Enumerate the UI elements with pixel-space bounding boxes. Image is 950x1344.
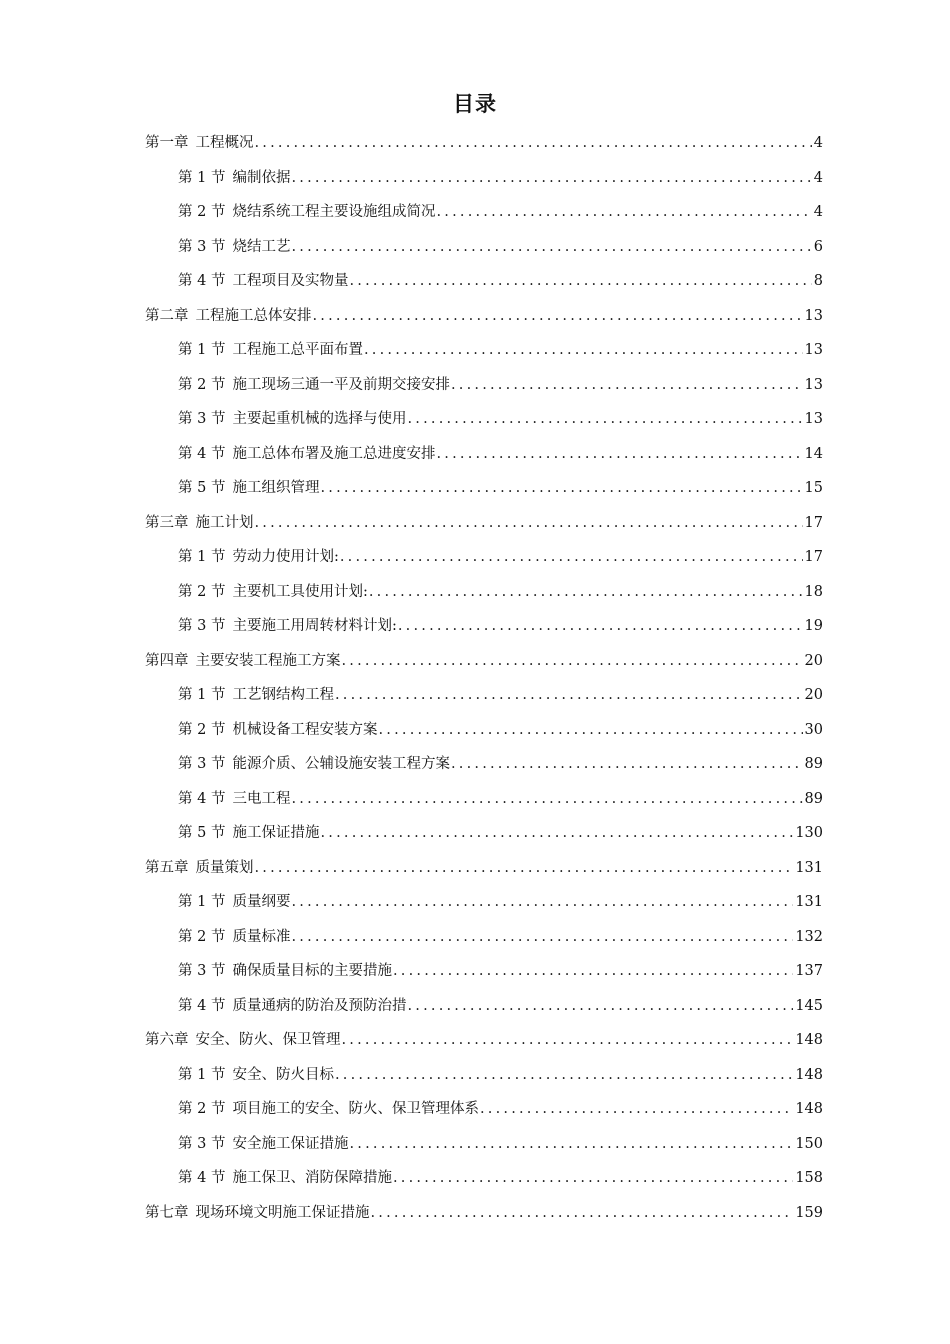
toc-entry-number: 第 3 节 [178,963,226,979]
toc-dot-leader [378,713,802,748]
toc-entry-page-number: 18 [804,583,823,600]
toc-entry-page-number: 19 [804,618,823,634]
toc-entry-text: 质量纲要 [232,894,291,910]
toc-entry-page-number: 148 [795,1066,823,1083]
toc-entry-number: 第 4 节 [178,997,226,1014]
toc-entry-page-number: 148 [795,1032,823,1048]
toc-entry-label [178,782,290,817]
toc-entry-label [178,575,368,610]
toc-entry-number: 第 2 节 [178,721,226,738]
toc-dot-leader [369,575,803,610]
toc-entry-page-number: 130 [795,825,823,841]
toc-entry-text: 主要起重机械的选择与使用 [232,411,407,427]
toc-section-entry[interactable] [145,1161,823,1196]
toc-chapter-entry[interactable] [145,644,823,679]
toc-entry-number: 第三章 [145,514,189,531]
toc-entry-label [178,1161,392,1196]
toc-dot-leader [335,1058,793,1093]
toc-dot-leader [398,609,803,644]
toc-entry-number: 第 4 节 [178,1170,226,1186]
toc-entry-number: 第二章 [145,307,189,324]
toc-entry-page-number: 4 [813,135,823,151]
toc-entry-number: 第 5 节 [178,825,226,841]
toc-entry-number: 第 1 节 [178,687,226,703]
toc-entry-label [178,954,392,989]
toc-entry-page-number: 8 [813,273,823,289]
toc-entry-page-number: 158 [795,1170,823,1186]
toc-section-entry[interactable] [145,713,823,748]
toc-title: 目录 [453,92,497,116]
toc-dot-leader [291,885,793,920]
toc-dot-leader [255,126,812,161]
toc-entry-number: 第 1 节 [178,342,226,358]
toc-list [145,126,823,1230]
toc-entry-label [178,540,339,575]
toc-entry-text: 主要施工用周转材料计划: [232,618,397,634]
toc-entry-number: 第 2 节 [178,583,226,600]
toc-chapter-entry[interactable] [145,126,823,161]
toc-entry-label [145,506,254,541]
toc-section-entry[interactable] [145,816,823,851]
toc-section-entry[interactable] [145,885,823,920]
toc-entry-number: 第一章 [145,135,189,151]
toc-section-entry[interactable] [145,437,823,472]
toc-entry-page-number: 137 [795,963,823,979]
toc-entry-text: 施工组织管理 [232,480,320,496]
toc-entry-label [145,1023,341,1058]
toc-entry-text: 施工保证措施 [232,825,320,841]
toc-entry-label [145,1196,370,1231]
toc-dot-leader [451,368,803,403]
toc-chapter-entry[interactable] [145,506,823,541]
toc-entry-page-number: 89 [804,790,823,807]
toc-entry-text: 质量通病的防治及预防治措 [232,997,407,1014]
toc-dot-leader [342,644,803,679]
toc-entry-text: 工程施工总体安排 [195,307,312,324]
toc-entry-label [178,437,435,472]
toc-entry-page-number: 17 [804,549,823,565]
toc-dot-leader [320,471,802,506]
toc-entry-page-number: 13 [804,411,823,427]
toc-entry-number: 第 1 节 [178,894,226,910]
toc-dot-leader [451,747,803,782]
toc-dot-leader [349,1127,793,1162]
toc-entry-page-number: 148 [795,1101,823,1117]
toc-entry-number: 第 2 节 [178,1101,226,1117]
toc-entry-label [178,816,319,851]
toc-dot-leader [335,678,803,713]
toc-section-entry[interactable] [145,195,823,230]
toc-section-entry[interactable] [145,264,823,299]
toc-entry-label [178,609,397,644]
toc-entry-number: 第 2 节 [178,204,226,220]
toc-dot-leader [291,920,793,955]
toc-entry-number: 第 1 节 [178,549,226,565]
toc-entry-number: 第 2 节 [178,376,226,393]
toc-dot-leader [436,437,802,472]
toc-entry-number: 第 4 节 [178,445,226,462]
toc-entry-number: 第 4 节 [178,273,226,289]
toc-entry-label [178,747,450,782]
toc-entry-page-number: 4 [813,204,823,220]
toc-entry-text: 施工保卫、消防保障措施 [232,1170,392,1186]
toc-entry-page-number: 30 [804,721,823,738]
toc-entry-label [178,1058,334,1093]
toc-entry-text: 工程施工总平面布置 [232,342,363,358]
toc-entry-number: 第 3 节 [178,1135,226,1152]
toc-dot-leader [340,540,803,575]
toc-dot-leader [291,782,802,817]
toc-section-entry[interactable] [145,678,823,713]
toc-section-entry[interactable] [145,1058,823,1093]
toc-entry-page-number: 150 [795,1135,823,1152]
toc-entry-page-number: 4 [813,169,823,186]
toc-section-entry[interactable] [145,1092,823,1127]
toc-section-entry[interactable] [145,471,823,506]
toc-section-entry[interactable] [145,402,823,437]
toc-entry-number: 第 4 节 [178,790,226,807]
toc-entry-page-number: 132 [795,928,823,945]
toc-entry-label [178,1127,348,1162]
toc-entry-label [178,230,290,265]
toc-entry-number: 第 5 节 [178,480,226,496]
toc-section-entry[interactable] [145,609,823,644]
toc-entry-page-number: 131 [795,894,823,910]
toc-entry-text: 安全施工保证措施 [232,1135,349,1152]
toc-entry-text: 工程项目及实物量 [232,273,349,289]
toc-entry-number: 第 3 节 [178,411,226,427]
toc-section-entry[interactable] [145,540,823,575]
toc-entry-text: 主要机工具使用计划: [232,583,368,600]
toc-entry-number: 第 1 节 [178,1066,226,1083]
toc-chapter-entry[interactable] [145,851,823,886]
toc-entry-label [178,678,334,713]
toc-dot-leader [407,989,793,1024]
toc-entry-number: 第七章 [145,1204,189,1221]
toc-entry-page-number: 89 [804,756,823,772]
toc-chapter-entry[interactable] [145,299,823,334]
toc-entry-label [178,402,406,437]
toc-section-entry[interactable] [145,368,823,403]
toc-entry-text: 烧结工艺 [232,238,291,255]
toc-entry-text: 质量标准 [232,928,291,945]
toc-dot-leader [393,1161,793,1196]
toc-entry-label [145,299,312,334]
toc-dot-leader [255,851,794,886]
toc-entry-page-number: 159 [795,1204,823,1221]
toc-chapter-entry[interactable] [145,1196,823,1231]
toc-dot-leader [255,506,803,541]
toc-section-entry[interactable] [145,161,823,196]
toc-section-entry[interactable] [145,230,823,265]
toc-entry-number: 第四章 [145,652,189,669]
toc-dot-leader [364,333,803,368]
toc-entry-text: 安全、防火目标 [232,1066,334,1083]
toc-entry-page-number: 14 [804,445,823,462]
toc-entry-text: 现场环境文明施工保证措施 [195,1204,370,1221]
toc-entry-number: 第五章 [145,859,189,876]
toc-entry-label [178,368,450,403]
toc-dot-leader [436,195,811,230]
toc-entry-text: 主要安装工程施工方案 [195,652,341,669]
toc-entry-label [178,161,290,196]
toc-dot-leader [371,1196,794,1231]
toc-section-entry[interactable] [145,954,823,989]
toc-entry-page-number: 131 [795,859,823,876]
toc-dot-leader [320,816,793,851]
toc-entry-text: 三电工程 [232,790,291,807]
toc-dot-leader [349,264,811,299]
toc-dot-leader [313,299,803,334]
toc-entry-text: 工程概况 [195,135,254,151]
toc-entry-page-number: 6 [813,238,823,255]
toc-entry-text: 项目施工的安全、防火、保卫管理体系 [232,1101,479,1117]
toc-dot-leader [291,230,811,265]
toc-entry-label [178,195,435,230]
toc-dot-leader [480,1092,793,1127]
toc-entry-number: 第 2 节 [178,928,226,945]
toc-entry-text: 质量策划 [195,859,254,876]
toc-section-entry[interactable] [145,989,823,1024]
toc-entry-page-number: 20 [804,687,823,703]
toc-entry-number: 第六章 [145,1032,189,1048]
toc-entry-label [145,126,254,161]
toc-section-entry[interactable] [145,333,823,368]
toc-dot-leader [407,402,802,437]
toc-entry-text: 机械设备工程安装方案 [232,721,378,738]
toc-entry-page-number: 20 [804,652,823,669]
toc-entry-label [178,713,377,748]
toc-section-entry[interactable] [145,747,823,782]
toc-entry-number: 第 1 节 [178,169,226,186]
toc-entry-page-number: 15 [804,480,823,496]
toc-entry-label [145,851,254,886]
toc-entry-page-number: 13 [804,376,823,393]
toc-section-entry[interactable] [145,1127,823,1162]
toc-dot-leader [291,161,811,196]
toc-entry-text: 烧结系统工程主要设施组成简况 [232,204,436,220]
toc-entry-label [178,920,290,955]
toc-entry-text: 能源介质、公辅设施安装工程方案 [232,756,450,772]
toc-entry-number: 第 3 节 [178,618,226,634]
toc-section-entry[interactable] [145,920,823,955]
toc-entry-label [178,333,363,368]
toc-entry-label [178,989,406,1024]
toc-dot-leader [342,1023,794,1058]
toc-entry-number: 第 3 节 [178,756,226,772]
toc-entry-label [178,264,348,299]
toc-entry-label [178,1092,479,1127]
toc-chapter-entry[interactable] [145,1023,823,1058]
toc-entry-page-number: 145 [795,997,823,1014]
toc-entry-text: 施工现场三通一平及前期交接安排 [232,376,450,393]
toc-entry-label [178,885,290,920]
toc-entry-label [178,471,319,506]
toc-entry-page-number: 13 [804,307,823,324]
toc-entry-text: 施工计划 [195,514,254,531]
toc-section-entry[interactable] [145,575,823,610]
toc-entry-text: 确保质量目标的主要措施 [232,963,392,979]
toc-entry-text: 施工总体布署及施工总进度安排 [232,445,436,462]
toc-entry-page-number: 17 [804,514,823,531]
toc-entry-page-number: 13 [804,342,823,358]
toc-entry-text: 安全、防火、保卫管理 [195,1032,341,1048]
toc-entry-text: 工艺钢结构工程 [232,687,334,703]
toc-entry-text: 劳动力使用计划: [232,549,339,565]
toc-entry-label [145,644,341,679]
toc-entry-text: 编制依据 [232,169,291,186]
toc-section-entry[interactable] [145,782,823,817]
toc-dot-leader [393,954,793,989]
toc-entry-number: 第 3 节 [178,238,226,255]
